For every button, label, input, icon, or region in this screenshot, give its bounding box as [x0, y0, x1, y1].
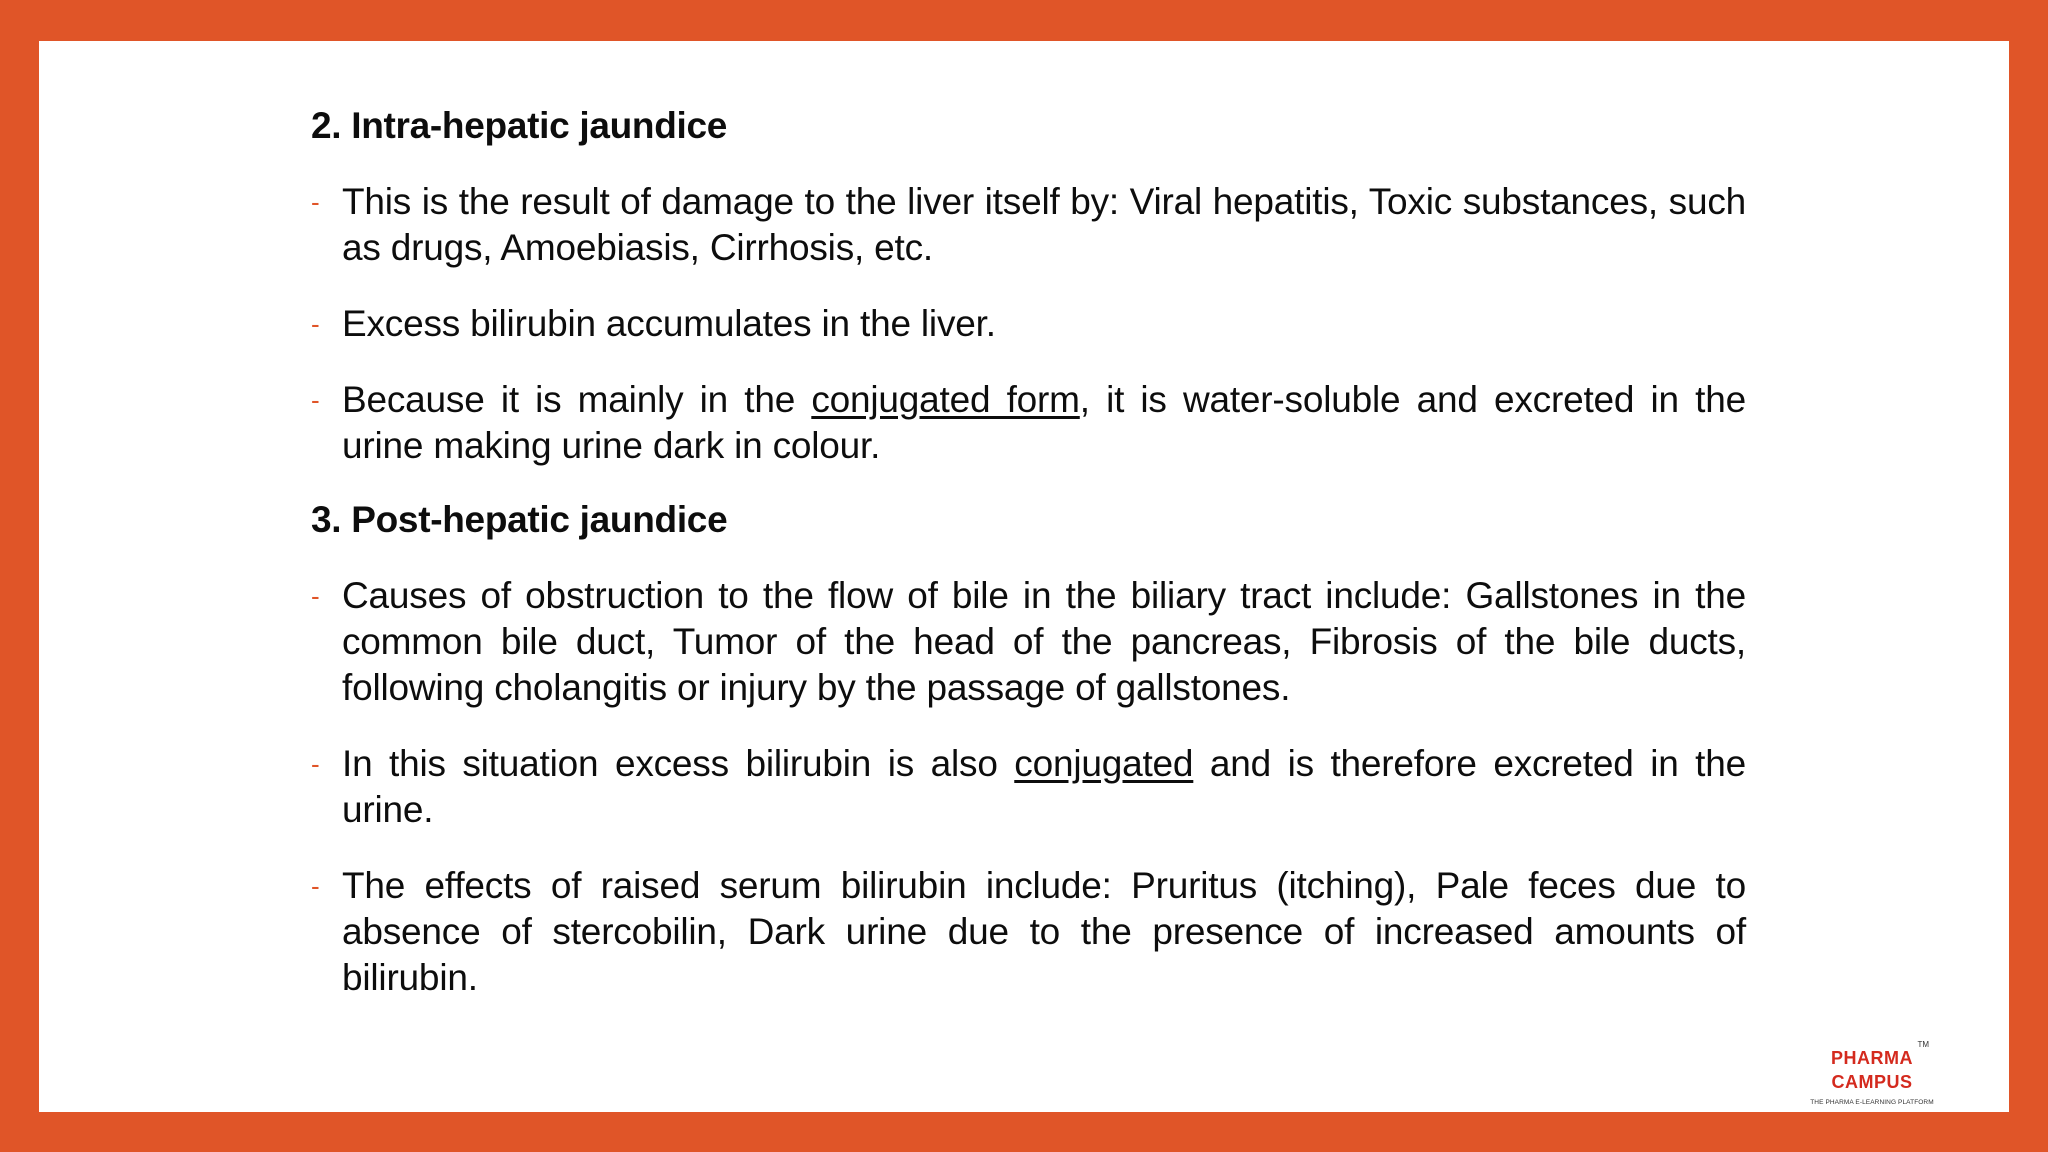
list-item	[311, 377, 1746, 469]
logo-trademark: TM	[1917, 1040, 1929, 1049]
logo-line-2: CAMPUS	[1831, 1072, 1913, 1092]
section-list-post-hepatic	[311, 573, 1746, 1001]
bullet-text-after: and is therefore excreted in the urine.	[342, 743, 1746, 830]
logo-line-1: PHARMA	[1831, 1048, 1913, 1068]
bullet-text: This is the result of damage to the liver itself by: Viral hepatitis, Toxic substances, such as drugs, Amoebiasis, Cirrhosis, etc.	[342, 181, 1746, 268]
bullet-dash: -	[311, 309, 320, 339]
bullet-text-before: In this situation excess bilirubin is also	[342, 743, 1015, 784]
bullet-text-before: Because it is mainly in the	[342, 379, 812, 420]
slide-content	[311, 103, 1746, 1001]
bullet-text-after: , it is water-soluble and excreted in the urine making urine dark in colour.	[342, 379, 1746, 466]
underlined-term: conjugated	[1014, 743, 1194, 784]
bullet-dash: -	[311, 749, 320, 779]
section-list-intra-hepatic	[311, 179, 1746, 469]
list-item	[311, 179, 1746, 271]
underlined-term: conjugated form	[811, 379, 1080, 420]
bullet-dash: -	[311, 581, 320, 611]
bullet-text: Causes of obstruction to the flow of bile in the biliary tract include: Gallstones in the common bile duct, Tumor of the head of the pancreas, Fibrosis of the bile ducts, following cholangitis or injury by the passage of gallstones.	[342, 575, 1746, 708]
list-item	[311, 863, 1746, 1001]
slide	[39, 41, 2009, 1112]
list-item	[311, 741, 1746, 833]
pharma-campus-logo	[1807, 1040, 1937, 1106]
logo-tagline: THE PHARMA E-LEARNING PLATFORM	[1810, 1099, 1934, 1106]
section-heading-post-hepatic: 3. Post-hepatic jaundice	[311, 499, 728, 540]
bullet-text: The effects of raised serum bilirubin include: Pruritus (itching), Pale feces due to absence of stercobilin, Dark urine due to the presence of increased amounts of bilirubin.	[342, 865, 1746, 998]
list-item	[311, 573, 1746, 711]
list-item	[311, 301, 1746, 347]
bullet-dash: -	[311, 385, 320, 415]
section-heading-intra-hepatic: 2. Intra-hepatic jaundice	[311, 105, 728, 146]
bullet-dash: -	[311, 871, 320, 901]
bullet-text: Excess bilirubin accumulates in the liver.	[342, 303, 996, 344]
bullet-dash: -	[311, 187, 320, 217]
